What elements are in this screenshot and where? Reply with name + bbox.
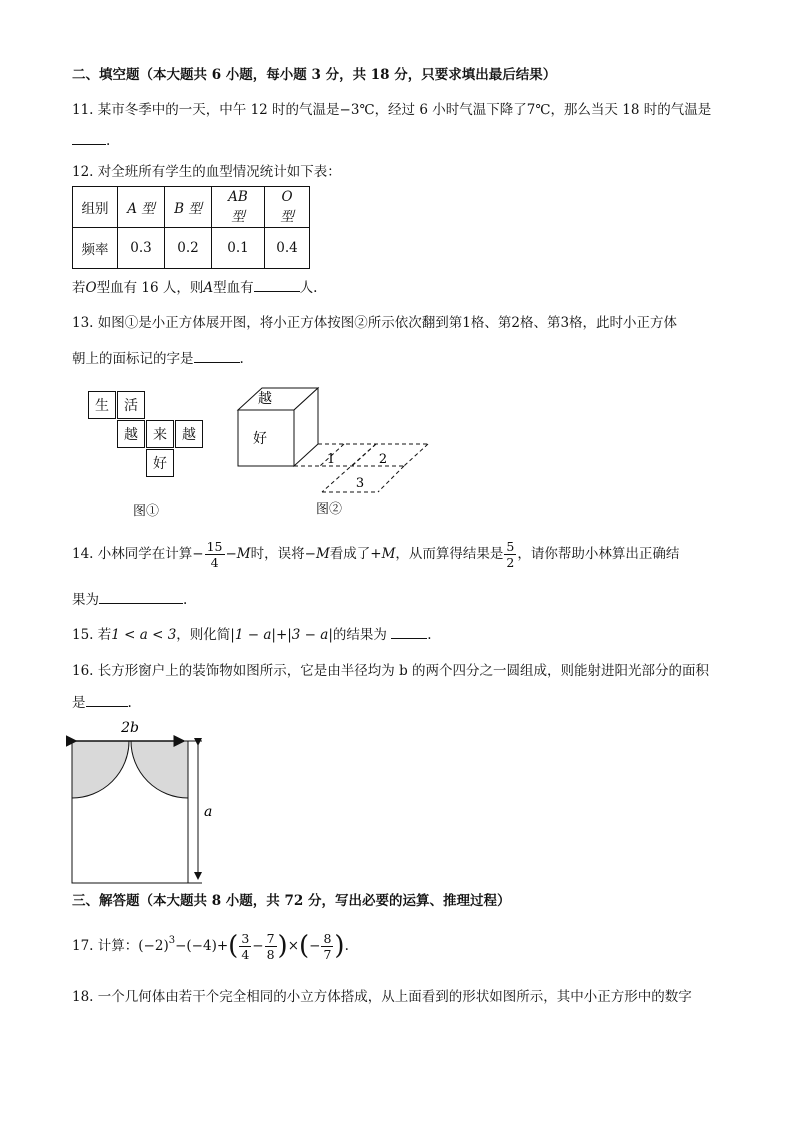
net-face: 来 (146, 420, 174, 448)
math-operator: − (252, 938, 264, 954)
question-text: 长方形窗户上的装饰物如图所示，它是由半径均为 b 的两个四分之一圆组成，则能射进阳光部分的面积 (97, 663, 710, 679)
table-cell: 0.2 (165, 228, 212, 269)
numerator: 5 (506, 538, 515, 554)
question-14: 14. 小林同学在计算 − $\frac{15}{4}$ −M 时，误将 −M 看成了 +M ，从而算得结果是 $\frac{5}{2}$ ，请你帮助小林算出正确结 (72, 538, 680, 570)
question-text: 若 (97, 627, 112, 643)
question-text: 时，误将 (250, 546, 305, 562)
quarter-circle-left (72, 741, 129, 798)
question-18 (72, 988, 692, 1006)
numerator: 15 (206, 538, 223, 554)
question-number: 15. (72, 627, 94, 643)
question-number: 14. (72, 546, 94, 562)
answer-blank[interactable] (72, 132, 106, 145)
table-header-row (73, 187, 310, 228)
math-operator: × (287, 938, 299, 954)
denominator: 2 (506, 554, 515, 570)
period: . (106, 133, 111, 149)
fraction (265, 931, 277, 962)
section-heading: 三、解答题（本大题共 8 小题，共 72 分，写出必要的运算、推理过程） (72, 893, 511, 909)
net-face: 活 (117, 391, 145, 419)
question-text: 看成了 (329, 546, 371, 562)
period: . (183, 592, 188, 608)
question-text: ，则化简 (176, 627, 231, 643)
question-number: 18. (72, 989, 94, 1005)
table-cell: A 型 (118, 187, 165, 228)
question-text: 是 (72, 695, 86, 711)
question-14-line2 (72, 591, 187, 609)
math-expression: −M (225, 546, 251, 562)
net-face: 越 (117, 420, 145, 448)
table-cell: O 型 (265, 187, 310, 228)
question-text: 果为 (72, 592, 99, 608)
answer-blank[interactable] (194, 350, 240, 363)
question-11 (72, 101, 711, 119)
question-text: ，经过 6 小时气温下降了 (374, 102, 527, 118)
variable: A (203, 280, 214, 296)
math-expression: +M (370, 546, 396, 562)
question-text: 朝上的面标记的字是 (72, 351, 194, 367)
question-16 (72, 662, 709, 680)
cube-roll-figure (232, 384, 437, 499)
blood-type-table (72, 186, 310, 269)
width-label: 2b (121, 720, 139, 736)
denominator: 4 (210, 554, 219, 570)
math-expression: |3 − a| (287, 627, 333, 643)
table-cell: 0.1 (212, 228, 265, 269)
math-expression: 1 < a < 3 (111, 627, 177, 643)
numerator: 3 (241, 930, 250, 946)
figure-caption: 图② (316, 502, 343, 517)
table-cell: 0.4 (265, 228, 310, 269)
numerator: 8 (323, 930, 332, 946)
question-text: 某市冬季中的一天，中午 12 时的气温是 (97, 102, 340, 118)
net-face: 越 (175, 420, 203, 448)
question-text: 型血有 (213, 280, 254, 296)
question-text: 型血有 16 人，则 (96, 280, 204, 296)
table-cell: 0.3 (118, 228, 165, 269)
grid-label: 2 (378, 452, 388, 467)
grid-label: 1 (326, 452, 336, 467)
denominator: 8 (266, 946, 275, 962)
period: . (127, 695, 132, 711)
question-text: 人. (299, 280, 318, 296)
fraction (504, 539, 516, 570)
table-cell: 频率 (73, 228, 118, 269)
window-figure (66, 715, 226, 887)
net-face: 好 (146, 449, 174, 477)
question-17: 17. 计算： (−2) $^3$ −(−4)+ ( $\frac{3}{4}$ − $\frac{7}{8}$ ) × ( − $\frac{8}{7}$ ) . (72, 930, 349, 962)
question-number: 17. (72, 938, 94, 954)
cube-front-label: 好 (253, 431, 267, 447)
fraction (239, 931, 251, 962)
table-cell: B 型 (165, 187, 212, 228)
question-text: 如图①是小正方体展开图，将小正方体按图②所示依次翻到第1格、第2格、第3格，此时小正方体 (97, 315, 678, 331)
variable: O (85, 280, 97, 296)
height-label: a (204, 804, 213, 820)
question-text: ，那么当天 18 时的气温是 (550, 102, 712, 118)
period: . (239, 351, 244, 367)
net-face: 生 (88, 391, 116, 419)
table-cell: AB 型 (212, 187, 265, 228)
question-text: 计算： (97, 938, 139, 954)
math-expression: −M (304, 546, 330, 562)
table-row (73, 228, 310, 269)
question-16-line2 (72, 694, 132, 712)
cube-top-label: 越 (258, 391, 272, 407)
answer-blank[interactable] (391, 626, 427, 639)
table-cell: 组别 (73, 187, 118, 228)
answer-blank[interactable] (86, 694, 128, 707)
period: . (344, 938, 349, 954)
question-text: 的结果为 (332, 627, 387, 643)
math-expression: |1 − a| (230, 627, 276, 643)
period: . (427, 627, 432, 643)
question-13-line2 (72, 350, 244, 368)
question-text: 对全班所有学生的血型情况统计如下表： (97, 164, 341, 180)
temperature-value: −3℃ (339, 102, 375, 118)
answer-blank[interactable] (254, 279, 300, 292)
question-number: 16. (72, 663, 94, 679)
answer-blank[interactable] (99, 591, 183, 604)
math-expression: −(−4)+ (175, 938, 229, 954)
math-operator: + (275, 627, 288, 643)
question-12 (72, 163, 341, 181)
figure-caption: 图① (133, 504, 160, 519)
fraction (321, 931, 333, 962)
quarter-circle-right (131, 741, 188, 798)
question-number: 12. (72, 164, 94, 180)
question-text: ，从而算得结果是 (395, 546, 504, 562)
question-number: 13. (72, 315, 94, 331)
fraction (205, 539, 225, 570)
section-heading: 二、填空题（本大题共 6 小题，每小题 3 分，共 18 分，只要求填出最后结果） (72, 67, 557, 83)
question-text: ，请你帮助小林算出正确结 (517, 546, 680, 562)
question-13 (72, 314, 677, 332)
grid-label: 3 (355, 476, 365, 491)
question-text: 若 (72, 280, 86, 296)
denominator: 4 (241, 946, 250, 962)
question-text: 一个几何体由若干个完全相同的小立方体搭成，从上面看到的形状如图所示，其中小正方形中的数字 (97, 989, 692, 1005)
numerator: 7 (266, 930, 275, 946)
math-expression: (−2) (138, 938, 169, 954)
answer-line-11 (72, 132, 110, 150)
question-12-prompt (72, 279, 317, 297)
question-number: 11. (72, 102, 94, 118)
denominator: 7 (323, 946, 332, 962)
temperature-value: 7℃ (526, 102, 551, 118)
question-text: 小林同学在计算 (97, 546, 193, 562)
exponent: 3 (168, 935, 176, 946)
question-15 (72, 626, 431, 644)
